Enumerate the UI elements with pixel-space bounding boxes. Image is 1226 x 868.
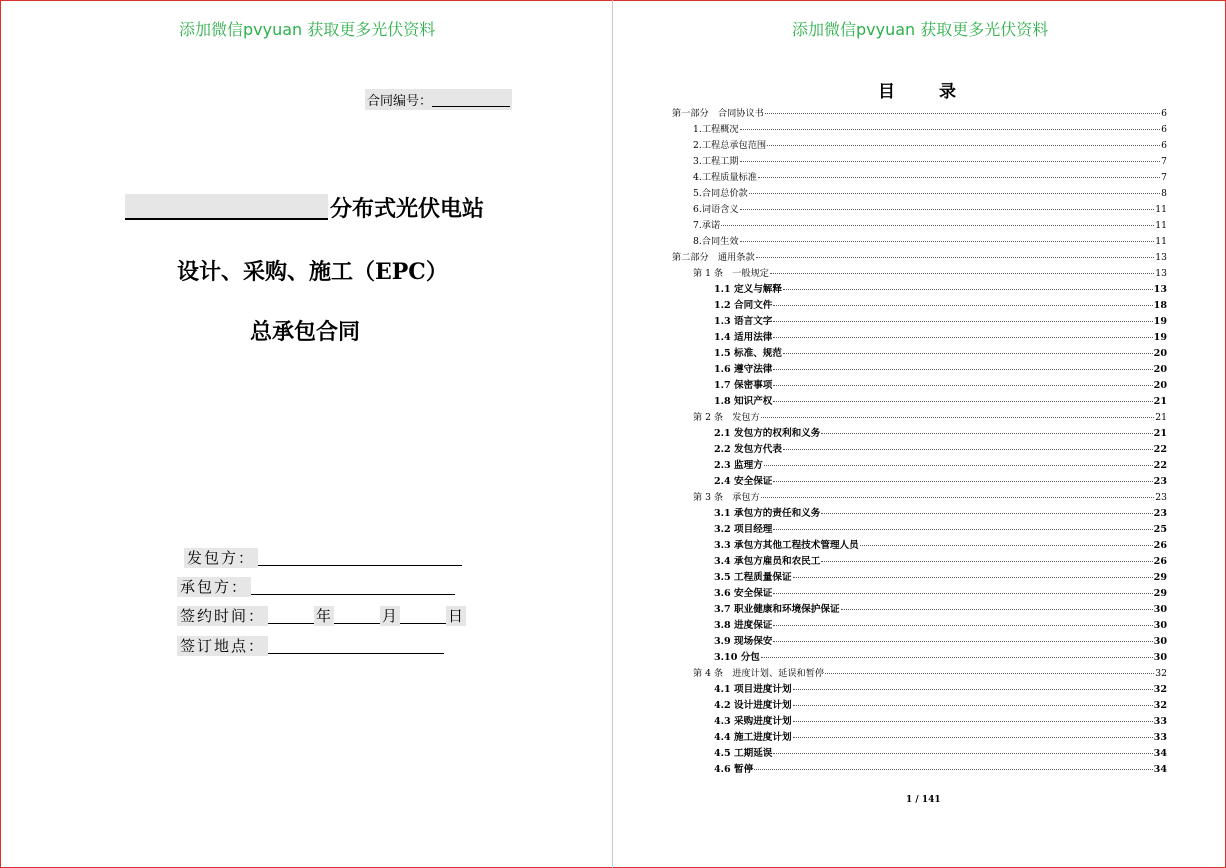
toc-entry-page: 26 — [1153, 540, 1167, 551]
toc-leader-dots — [770, 273, 1154, 274]
toc-entry-page: 13 — [1155, 252, 1167, 263]
contract-number-blank — [432, 93, 510, 107]
sign-time-label: 签约时间： — [177, 606, 268, 626]
toc-entry-text: 第一部分 合同协议书 — [672, 108, 764, 119]
toc-entry[interactable] — [670, 362, 1167, 378]
toc-entry[interactable] — [670, 154, 1167, 170]
toc-entry-page: 13 — [1155, 268, 1167, 279]
toc-entry[interactable] — [670, 570, 1167, 586]
employer-label: 发包方： — [184, 548, 258, 568]
toc-entry-page: 21 — [1155, 412, 1167, 423]
toc-entry[interactable] — [670, 138, 1167, 154]
toc-entry-text: 1.5 标准、规范 — [714, 348, 782, 359]
page-indicator: 1 / 141 — [906, 795, 941, 805]
toc-entry[interactable] — [670, 506, 1167, 522]
sign-time-field — [177, 605, 466, 626]
toc-entry-text: 第二部分 通用条款 — [672, 252, 755, 263]
toc-entry-text: 第 4 条 进度计划、延误和暂停 — [693, 668, 825, 679]
toc-leader-dots — [761, 417, 1154, 418]
toc-entry-text: 3.1 承包方的责任和义务 — [714, 508, 821, 519]
toc-entry-page: 6 — [1161, 108, 1167, 119]
toc-entry-text: 3.10 分包 — [714, 652, 760, 663]
toc-leader-dots — [740, 209, 1155, 210]
toc-entry[interactable] — [670, 186, 1167, 202]
toc-entry-page: 20 — [1153, 380, 1167, 391]
toc-entry[interactable] — [670, 474, 1167, 490]
toc-entry[interactable] — [670, 250, 1167, 266]
toc-entry[interactable] — [670, 554, 1167, 570]
toc-entry-text: 6.词语含义 — [693, 204, 739, 215]
toc-entry-page: 6 — [1161, 140, 1167, 151]
toc-entry-text: 5.合同总价款 — [693, 188, 748, 199]
toc-leader-dots — [773, 401, 1152, 402]
toc-leader-dots — [773, 305, 1152, 306]
toc-entry-page: 34 — [1153, 764, 1167, 775]
toc-leader-dots — [773, 625, 1152, 626]
toc-entry-page: 23 — [1153, 476, 1167, 487]
toc-entry-text: 1.7 保密事项 — [714, 380, 773, 391]
toc-entry-text: 4.4 施工进度计划 — [714, 732, 792, 743]
toc-entry-page: 32 — [1155, 668, 1167, 679]
toc-entry[interactable] — [670, 634, 1167, 650]
toc-entry[interactable] — [670, 762, 1167, 778]
toc-entry-page: 33 — [1153, 716, 1167, 727]
toc-leader-dots — [773, 641, 1152, 642]
day-label: 日 — [448, 607, 465, 625]
toc-list — [670, 106, 1167, 778]
toc-entry-page: 23 — [1153, 508, 1167, 519]
toc-entry-text: 3.5 工程质量保证 — [714, 572, 792, 583]
toc-entry-page: 13 — [1153, 284, 1167, 295]
toc-entry[interactable] — [670, 442, 1167, 458]
toc-entry-text: 4.5 工期延误 — [714, 748, 773, 759]
toc-entry-page: 29 — [1153, 572, 1167, 583]
toc-entry-page: 30 — [1153, 620, 1167, 631]
toc-entry-page: 6 — [1161, 124, 1167, 135]
toc-title: 目录 — [878, 82, 1000, 102]
watermark-right: 添加微信pvyuan 获取更多光伏资料 — [792, 20, 1049, 39]
sign-place-field — [177, 635, 444, 656]
toc-entry-text: 7.承诺 — [693, 220, 721, 231]
cover-title-line1 — [125, 192, 484, 223]
toc-entry[interactable] — [670, 346, 1167, 362]
toc-entry-page: 22 — [1153, 444, 1167, 455]
toc-leader-dots — [740, 129, 1161, 130]
toc-entry-text: 3.7 职业健康和环境保护保证 — [714, 604, 840, 615]
toc-entry[interactable] — [670, 330, 1167, 346]
toc-leader-dots — [740, 241, 1155, 242]
toc-entry[interactable] — [670, 586, 1167, 602]
toc-leader-dots — [821, 433, 1152, 434]
toc-leader-dots — [773, 321, 1152, 322]
toc-leader-dots — [783, 353, 1153, 354]
toc-entry-text: 1.8 知识产权 — [714, 396, 773, 407]
toc-entry[interactable] — [670, 538, 1167, 554]
toc-entry-page: 22 — [1153, 460, 1167, 471]
toc-entry-text: 8.合同生效 — [693, 236, 739, 247]
toc-leader-dots — [773, 385, 1152, 386]
toc-entry-page: 11 — [1155, 204, 1167, 215]
toc-entry[interactable] — [670, 298, 1167, 314]
toc-entry-text: 2.3 监理方 — [714, 460, 763, 471]
toc-leader-dots — [761, 657, 1153, 658]
toc-entry[interactable] — [670, 378, 1167, 394]
toc-entry[interactable] — [670, 170, 1167, 186]
toc-entry[interactable] — [670, 746, 1167, 762]
toc-entry[interactable] — [670, 106, 1167, 122]
toc-entry-text: 1.1 定义与解释 — [714, 284, 782, 295]
toc-entry-text: 3.6 安全保证 — [714, 588, 773, 599]
toc-entry[interactable] — [670, 682, 1167, 698]
sign-place-label: 签订地点： — [177, 636, 268, 656]
toc-leader-dots — [767, 145, 1160, 146]
toc-entry-page: 21 — [1153, 428, 1167, 439]
toc-entry-page: 19 — [1153, 316, 1167, 327]
toc-entry-page: 23 — [1155, 492, 1167, 503]
contractor-field — [177, 576, 455, 597]
toc-entry-page: 25 — [1153, 524, 1167, 535]
toc-leader-dots — [793, 577, 1153, 578]
year-label: 年 — [316, 607, 333, 625]
contractor-label: 承包方： — [177, 577, 251, 597]
toc-leader-dots — [821, 561, 1152, 562]
toc-leader-dots — [783, 289, 1153, 290]
toc-leader-dots — [764, 465, 1153, 466]
toc-entry-text: 3.工程工期 — [693, 156, 739, 167]
toc-leader-dots — [754, 769, 1152, 770]
toc-entry-page: 29 — [1153, 588, 1167, 599]
toc-entry-text: 1.6 遵守法律 — [714, 364, 773, 375]
toc-entry-page: 32 — [1153, 684, 1167, 695]
toc-leader-dots — [756, 257, 1155, 258]
toc-entry-text: 4.工程质量标准 — [693, 172, 757, 183]
contractor-blank — [251, 580, 455, 595]
month-label: 月 — [382, 607, 399, 625]
toc-entry-page: 7 — [1161, 172, 1167, 183]
toc-entry[interactable] — [670, 266, 1167, 282]
toc-entry-page: 21 — [1153, 396, 1167, 407]
toc-entry-text: 1.4 适用法律 — [714, 332, 773, 343]
toc-leader-dots — [773, 753, 1152, 754]
toc-entry-page: 32 — [1153, 700, 1167, 711]
toc-entry-text: 4.1 项目进度计划 — [714, 684, 792, 695]
toc-leader-dots — [740, 161, 1161, 162]
toc-entry[interactable] — [670, 650, 1167, 666]
toc-entry-text: 第 3 条 承包方 — [693, 492, 760, 503]
toc-leader-dots — [773, 369, 1152, 370]
toc-entry[interactable] — [670, 426, 1167, 442]
toc-leader-dots — [825, 673, 1154, 674]
toc-leader-dots — [721, 225, 1154, 226]
page-divider — [612, 0, 613, 868]
project-name-blank — [125, 194, 328, 220]
toc-leader-dots — [783, 449, 1153, 450]
toc-entry-page: 20 — [1153, 364, 1167, 375]
toc-entry-page: 26 — [1153, 556, 1167, 567]
toc-entry[interactable] — [670, 730, 1167, 746]
day-blank — [400, 609, 446, 624]
watermark-left: 添加微信pvyuan 获取更多光伏资料 — [179, 20, 436, 39]
toc-entry-text: 3.9 现场保安 — [714, 636, 773, 647]
contract-number-label: 合同编号： — [367, 94, 433, 109]
toc-entry-page: 34 — [1153, 748, 1167, 759]
toc-entry[interactable] — [670, 666, 1167, 682]
toc-entry[interactable] — [670, 490, 1167, 506]
toc-entry-text: 3.2 项目经理 — [714, 524, 773, 535]
toc-leader-dots — [773, 529, 1152, 530]
toc-entry-page: 20 — [1153, 348, 1167, 359]
toc-entry-text: 1.工程概况 — [693, 124, 739, 135]
toc-entry-text: 2.1 发包方的权利和义务 — [714, 428, 821, 439]
toc-leader-dots — [821, 513, 1152, 514]
toc-entry[interactable] — [670, 314, 1167, 330]
toc-entry[interactable] — [670, 234, 1167, 250]
toc-entry-page: 18 — [1153, 300, 1167, 311]
toc-entry-page: 7 — [1161, 156, 1167, 167]
toc-leader-dots — [761, 497, 1154, 498]
toc-entry-page: 33 — [1153, 732, 1167, 743]
toc-entry-page: 8 — [1161, 188, 1167, 199]
toc-entry-text: 第 1 条 一般规定 — [693, 268, 769, 279]
toc-entry[interactable] — [670, 714, 1167, 730]
employer-blank — [258, 551, 462, 566]
toc-entry-page: 30 — [1153, 652, 1167, 663]
toc-entry[interactable] — [670, 458, 1167, 474]
toc-entry[interactable] — [670, 282, 1167, 298]
toc-entry-text: 1.2 合同文件 — [714, 300, 773, 311]
toc-entry-text: 4.3 采购进度计划 — [714, 716, 792, 727]
toc-entry[interactable] — [670, 218, 1167, 234]
toc-leader-dots — [773, 481, 1152, 482]
cover-title-line1-text: 分布式光伏电站 — [330, 196, 485, 222]
toc-leader-dots — [773, 593, 1152, 594]
toc-leader-dots — [793, 737, 1153, 738]
toc-entry-text: 3.8 进度保证 — [714, 620, 773, 631]
toc-entry[interactable] — [670, 122, 1167, 138]
toc-entry[interactable] — [670, 698, 1167, 714]
toc-entry-text: 4.6 暂停 — [714, 764, 754, 775]
cover-title-line3: 总承包合同 — [250, 319, 361, 345]
employer-field — [184, 547, 462, 568]
toc-leader-dots — [749, 193, 1160, 194]
cover-title-line2: 设计、采购、施工（EPC） — [177, 259, 448, 285]
toc-entry-text: 3.3 承包方其他工程技术管理人员 — [714, 540, 859, 551]
toc-leader-dots — [841, 609, 1153, 610]
toc-entry[interactable] — [670, 618, 1167, 634]
toc-entry[interactable] — [670, 522, 1167, 538]
year-blank — [268, 609, 314, 624]
month-blank — [334, 609, 380, 624]
toc-entry[interactable] — [670, 202, 1167, 218]
toc-entry-page: 30 — [1153, 604, 1167, 615]
toc-leader-dots — [758, 177, 1160, 178]
toc-entry-text: 4.2 设计进度计划 — [714, 700, 792, 711]
toc-entry[interactable] — [670, 602, 1167, 618]
toc-leader-dots — [793, 705, 1153, 706]
toc-entry[interactable] — [670, 394, 1167, 410]
toc-entry-page: 11 — [1155, 220, 1167, 231]
toc-leader-dots — [860, 545, 1153, 546]
toc-leader-dots — [765, 113, 1160, 114]
toc-entry-text: 2.4 安全保证 — [714, 476, 773, 487]
toc-entry-text: 2.工程总承包范围 — [693, 140, 767, 151]
toc-entry[interactable] — [670, 410, 1167, 426]
toc-entry-page: 19 — [1153, 332, 1167, 343]
toc-leader-dots — [793, 689, 1153, 690]
toc-entry-text: 1.3 语言文字 — [714, 316, 773, 327]
toc-entry-page: 11 — [1155, 236, 1167, 247]
toc-entry-text: 第 2 条 发包方 — [693, 412, 760, 423]
toc-leader-dots — [793, 721, 1153, 722]
toc-entry-text: 3.4 承包方雇员和农民工 — [714, 556, 821, 567]
toc-entry-text: 2.2 发包方代表 — [714, 444, 782, 455]
contract-number-field — [365, 89, 512, 110]
toc-leader-dots — [773, 337, 1152, 338]
sign-place-blank — [268, 639, 444, 654]
toc-entry-page: 30 — [1153, 636, 1167, 647]
